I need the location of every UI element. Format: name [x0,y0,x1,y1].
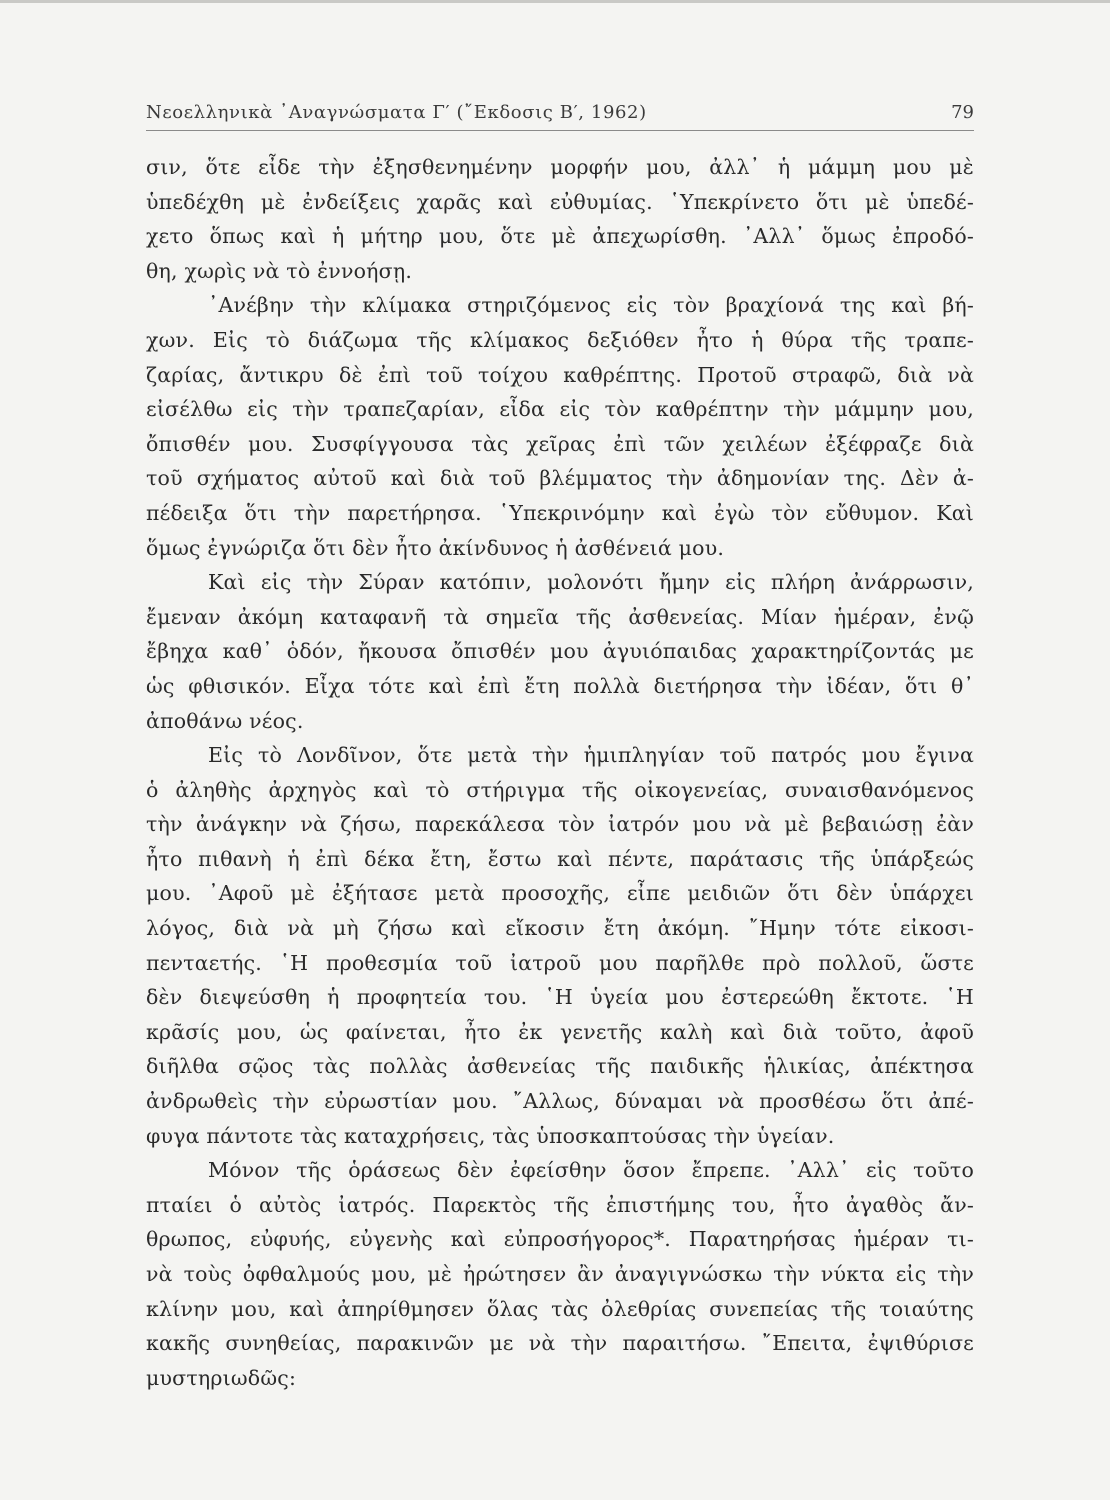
text-line: ζαρίας, ἄντικρυ δὲ ἐπὶ τοῦ τοίχου καθρέπτης. Προτοῦ στραφῶ, διὰ νὰ [146,362,974,387]
text-line: πενταετής. ῾Η προθεσμία τοῦ ἰατροῦ μου παρῆλθε πρὸ πολλοῦ, ὥστε [146,950,974,975]
text-line: ὡς φθισικόν. Εἶχα τότε καὶ ἐπὶ ἔτη πολλὰ διετήρησα τὴν ἰδέαν, ὅτι θ᾿ [146,673,974,698]
text-line: ἀνδρωθεὶς τὴν εὐρωστίαν μου. ῎Αλλως, δύναμαι νὰ προσθέσω ὅτι ἀπέ- [146,1089,974,1114]
text-line: διῆλθα σῷος τὰς πολλὰς ἀσθενείας τῆς παιδικῆς ἡλικίας, ἀπέκτησα [146,1054,974,1079]
body-text [146,150,974,1395]
text-line: λόγος, διὰ νὰ μὴ ζήσω καὶ εἴκοσιν ἔτη ἀκόμη. ῎Ημην τότε εἰκοσι- [146,916,974,941]
text-line: πταίει ὁ αὐτὸς ἰατρός. Παρεκτὸς τῆς ἐπιστήμης του, ἦτο ἀγαθὸς ἄν- [146,1192,974,1217]
text-line: ἀποθάνω νέος. [146,708,304,733]
text-line: χων. Εἰς τὸ διάζωμα τῆς κλίμακος δεξιόθεν ἦτο ἡ θύρα τῆς τραπε- [146,327,974,352]
text-line: πέδειξα ὅτι τὴν παρετήρησα. ῾Υπεκρινόμην καὶ ἐγὼ τὸν εὔθυμον. Καὶ [146,500,974,525]
page-number: 79 [951,102,974,123]
text-line: Μόνον τῆς ὁράσεως δὲν ἐφείσθην ὅσον ἔπρεπε. ᾿Αλλ᾿ εἰς τοῦτο [208,1158,974,1183]
text-line: μυστηριωδῶς: [146,1365,297,1390]
text-line: ᾿Ανέβην τὴν κλίμακα στηριζόμενος εἰς τὸν βραχίονά της καὶ βή- [208,293,974,318]
running-head: Νεοελληνικὰ ᾿Αναγνώσματα Γ′ (῎Εκδοσις Β′, 1962) [146,102,647,123]
text-line: νὰ τοὺς ὀφθαλμούς μου, μὲ ἠρώτησεν ἂν ἀναγιγνώσκω τὴν νύκτα εἰς τὴν [146,1262,974,1286]
text-line: εἰσέλθω εἰς τὴν τραπεζαρίαν, εἶδα εἰς τὸν καθρέπτην τὴν μάμμην μου, [146,397,974,422]
text-line: ἦτο πιθανὴ ἡ ἐπὶ δέκα ἔτη, ἔστω καὶ πέντε, παράτασις τῆς ὑπάρξεώς [146,846,974,871]
text-line: ὄπισθέν μου. Συσφίγγουσα τὰς χεῖρας ἐπὶ τῶν χειλέων ἐξέφραζε διὰ [146,431,974,456]
text-line: κακῆς συνηθείας, παρακινῶν με νὰ τὴν παραιτήσω. ῎Επειτα, ἐψιθύρισε [146,1331,974,1356]
page-header [146,96,974,131]
text-line: ἔμεναν ἀκόμη καταφανῆ τὰ σημεῖα τῆς ἀσθενείας. Μίαν ἡμέραν, ἐνῷ [146,604,974,629]
text-line: τοῦ σχήματος αὐτοῦ καὶ διὰ τοῦ βλέμματος τὴν ἀδημονίαν της. Δὲν ἀ- [146,466,974,491]
text-line: ὁ ἀληθὴς ἀρχηγὸς καὶ τὸ στήριγμα τῆς οἰκογενείας, συναισθανόμενος [146,777,974,802]
text-line: ἔβηχα καθ᾿ ὁδόν, ἤκουσα ὄπισθέν μου ἀγυιόπαιδας χαρακτηρίζοντάς με [146,639,974,664]
text-line: χετο ὅπως καὶ ἡ μήτηρ μου, ὅτε μὲ ἀπεχωρίσθη. ᾿Αλλ᾿ ὅμως ἐπροδό- [146,224,974,249]
text-line: φυγα πάντοτε τὰς καταχρήσεις, τὰς ὑποσκαπτούσας τὴν ὑγείαν. [146,1123,835,1148]
text-line: ὑπεδέχθη μὲ ἐνδείξεις χαρᾶς καὶ εὐθυμίας. ῾Υπεκρίνετο ὅτι μὲ ὑπεδέ- [146,189,974,214]
text-line: δὲν διεψεύσθη ἡ προφητεία του. ῾Η ὑγεία μου ἐστερεώθη ἔκτοτε. ῾Η [146,985,974,1010]
text-line: σιν, ὅτε εἶδε τὴν ἐξησθενημένην μορφήν μου, ἀλλ᾿ ἡ μάμμη μου μὲ [146,155,974,179]
text-line: τὴν ἀνάγκην νὰ ζήσω, παρεκάλεσα τὸν ἰατρόν μου νὰ μὲ βεβαιώσῃ ἐὰν [146,812,974,837]
text-line: κρᾶσίς μου, ὡς φαίνεται, ἦτο ἐκ γενετῆς καλὴ καὶ διὰ τοῦτο, ἀφοῦ [146,1019,974,1044]
top-edge-rule [0,0,1110,3]
text-line: ὅμως ἐγνώριζα ὅτι δὲν ἦτο ἀκίνδυνος ἡ ἀσθένειά μου. [146,535,725,560]
text-line: μου. ᾿Αφοῦ μὲ ἐξήτασε μετὰ προσοχῆς, εἶπε μειδιῶν ὅτι δὲν ὑπάρχει [146,881,974,906]
text-line: θρωπος, εὐφυής, εὐγενὴς καὶ εὐπροσήγορος*. Παρατηρήσας ἡμέραν τι- [146,1227,974,1252]
text-line: θη, χωρὶς νὰ τὸ ἐννοήσῃ. [146,258,413,283]
text-line: Εἰς τὸ Λονδῖνον, ὅτε μετὰ τὴν ἡμιπληγίαν τοῦ πατρός μου ἔγινα [208,743,974,768]
text-line: κλίνην μου, καὶ ἀπηρίθμησεν ὅλας τὰς ὀλεθρίας συνεπείας τῆς τοιαύτης [146,1296,974,1321]
text-line: Καὶ εἰς τὴν Σύραν κατόπιν, μολονότι ἤμην εἰς πλήρη ἀνάρρωσιν, [208,570,974,595]
